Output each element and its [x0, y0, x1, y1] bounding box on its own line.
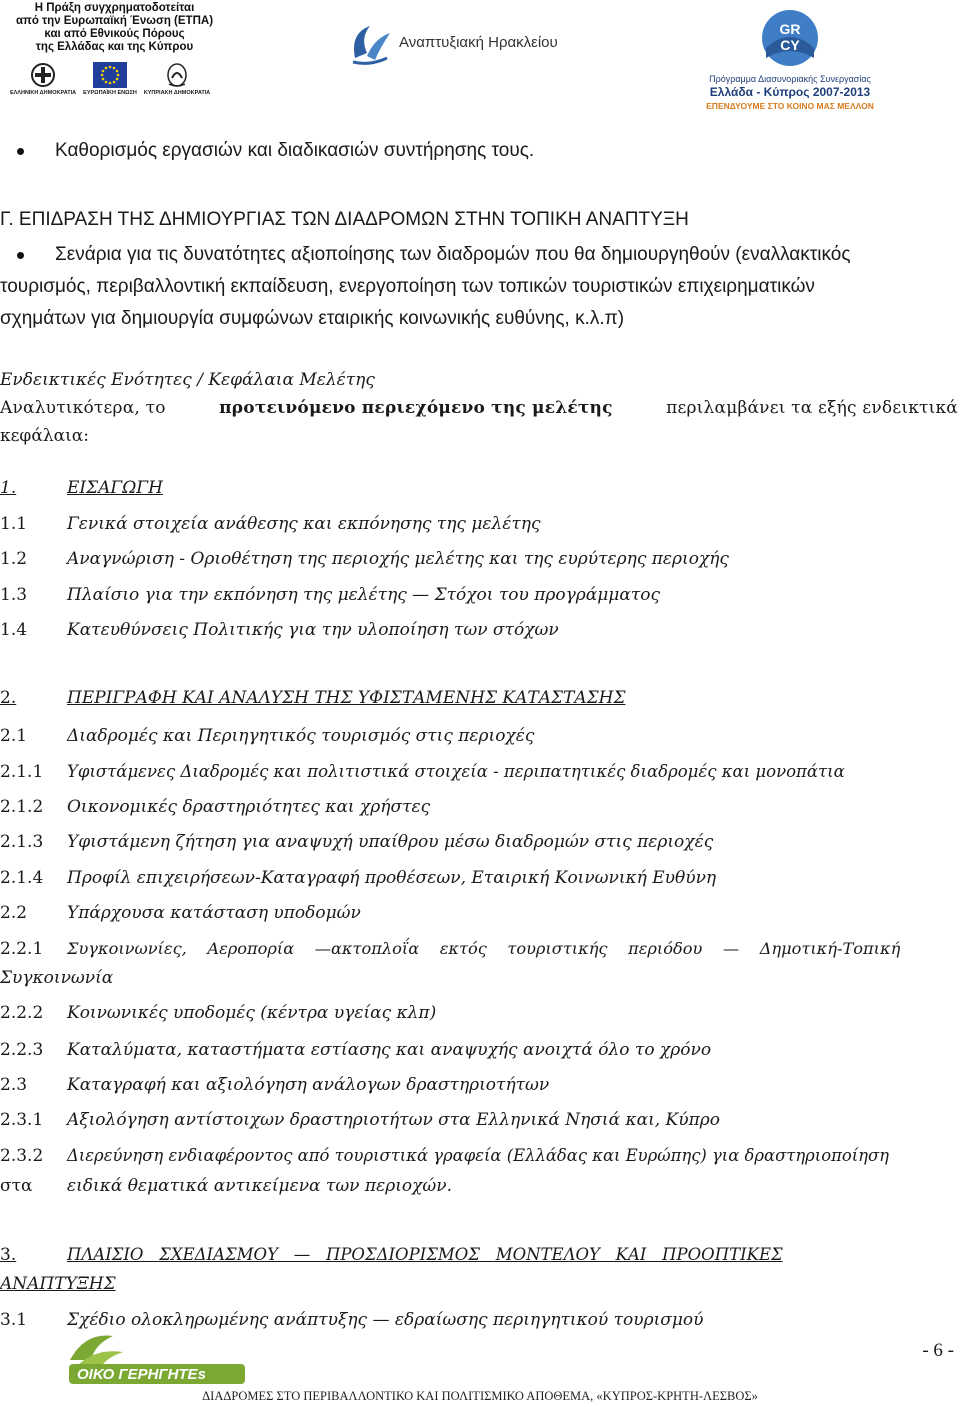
- toc-item-number: 1.4: [0, 620, 28, 640]
- brand-logo: [345, 18, 560, 68]
- toc-item-text: Κατευθύνσεις Πολιτικής για την υλοποίηση των στόχων: [67, 620, 559, 640]
- indicative-intro-bold: προτεινόμενο περιεχόμενο της μελέτης: [219, 398, 613, 418]
- toc-item-number: 2.2.1: [0, 939, 44, 959]
- program-motto: ΕΠΕΝΔΥΟΥΜΕ ΣΤΟ ΚΟΙΝΟ ΜΑΣ ΜΕΛΛΟΝ: [706, 101, 874, 111]
- flags-row: [9, 62, 211, 96]
- program-logo: [700, 8, 880, 112]
- toc-item-number: 2.2.2: [0, 1003, 44, 1023]
- toc-item-text: Συγκοινωνίες, Αεροπορία —ακτοπλοΐα εκτός τουριστικής περιόδου — Δημοτική-Τοπική: [67, 939, 901, 958]
- bullet-dot: [17, 148, 24, 155]
- svg-text:GR: GR: [779, 21, 801, 37]
- toc-item-text: Καταγραφή και αξιολόγηση ανάλογων δραστηριοτήτων: [67, 1075, 550, 1095]
- page-header: [0, 0, 960, 118]
- flag-caption: ΕΥΡΩΠΑΪΚΗ ΕΝΩΣΗ: [83, 90, 137, 96]
- toc-item-text: Γενικά στοιχεία ανάθεσης και εκπόνησης της μελέτης: [67, 514, 541, 534]
- flag-caption: ΕΛΛΗΝΙΚΗ ΔΗΜΟΚΡΑΤΙΑ: [9, 90, 77, 96]
- eu-flag: [79, 62, 141, 96]
- toc-item-number: 2.1.2: [0, 797, 44, 817]
- toc-section-title: ΠΕΡΙΓΡΑΦΗ ΚΑΙ ΑΝΑΛΥΣΗ ΤΗΣ ΥΦΙΣΤΑΜΕΝΗΣ ΚΑΤΑΣΤΑΣΗΣ: [67, 688, 626, 708]
- oikogerigites-logo-icon: [65, 1330, 250, 1386]
- toc-item-number: 2.1.3: [0, 832, 44, 852]
- toc-item-text: Υφιστάμενες Διαδρομές και πολιτιστικά στοιχεία - περιπατητικές διαδρομές και μονοπάτια: [67, 762, 845, 781]
- toc-item-number: 2.3: [0, 1075, 28, 1095]
- greek-emblem-icon: [26, 62, 60, 88]
- toc-item-number: 2.3.2: [0, 1146, 44, 1166]
- toc-item-text: Πλαίσιο για την εκπόνηση της μελέτης — Στόχοι του προγράμματος: [67, 585, 660, 605]
- indicative-intro-pre: Αναλυτικότερα, το: [0, 398, 166, 418]
- page-number: - 6 -: [922, 1340, 954, 1361]
- funding-line: και από Εθνικούς Πόρους: [44, 28, 185, 40]
- toc-item-text-pre: στα: [0, 1176, 33, 1196]
- indicative-intro: [0, 398, 958, 418]
- bullet-dot: [17, 252, 24, 259]
- intro-bullet-text: Καθορισμός εργασιών και διαδικασιών συντήρησης τους.: [55, 140, 535, 161]
- section-g-heading: Γ. ΕΠΙΔΡΑΣΗ ΤΗΣ ΔΗΜΙΟΥΡΓΙΑΣ ΤΩΝ ΔΙΑΔΡΟΜΩΝ ΣΤΗΝ ΤΟΠΙΚΗ ΑΝΑΠΤΥΞΗ: [0, 209, 689, 230]
- brand-swirl-icon: [345, 18, 395, 68]
- indicative-intro-post: περιλαμβάνει τα εξής ενδεικτικά: [666, 398, 958, 418]
- toc-item-text: Προφίλ επιχειρήσεων-Καταγραφή προθέσεων, Εταιρική Κοινωνική Ευθύνη: [67, 868, 717, 888]
- eu-flag-icon: [93, 62, 127, 88]
- flag-caption: ΚΥΠΡΙΑΚΗ ΔΗΜΟΚΡΑΤΙΑ: [143, 90, 211, 96]
- toc-item-text: Κοινωνικές υποδομές (κέντρα υγείας κλπ): [67, 1003, 437, 1023]
- toc-item-number: 2.1.4: [0, 868, 44, 888]
- indicative-intro-line2: κεφάλαια:: [0, 426, 89, 446]
- section-g-bullet-line: Σενάρια για τις δυνατότητες αξιοποίησης των διαδρομών που θα δημιουργηθούν (εναλλακτικός: [55, 244, 851, 265]
- toc-item-number: 3.1: [0, 1310, 28, 1330]
- toc-item-number: 2.3.1: [0, 1110, 44, 1130]
- greek-emblem: [9, 62, 77, 96]
- toc-item-text: Διαδρομές και Περιηγητικός τουρισμός στις περιοχές: [67, 726, 535, 746]
- cyprus-emblem: [143, 62, 211, 96]
- cyprus-emblem-icon: [160, 62, 194, 88]
- footer-title: ΔΙΑΔΡΟΜΕΣ ΣΤΟ ΠΕΡΙΒΑΛΛΟΝΤΙΚΟ ΚΑΙ ΠΟΛΙΤΙΣΜΙΚΟ ΑΠΟΘΕΜΑ, «ΚΥΠΡΟΣ-ΚΡΗΤΗ-ΛΕΣΒΟΣ»: [202, 1389, 758, 1403]
- toc-item-number: 2.2.3: [0, 1040, 44, 1060]
- brand-name: Αναπτυξιακή Ηρακλείου: [399, 34, 558, 51]
- toc-section-title: ΕΙΣΑΓΩΓΗ: [67, 478, 163, 498]
- toc-item-text: Διερεύνηση ενδιαφέροντος από τουριστικά γραφεία (Ελλάδας και Ευρώπης) για δραστηριοποίηση: [67, 1146, 889, 1165]
- section-g-bullet-line: τουρισμός, περιβαλλοντική εκπαίδευση, ενεργοποίηση των τοπικών τουριστικών επιχειρηματικών: [0, 276, 815, 297]
- toc-item-number: 2.2: [0, 903, 28, 923]
- toc-item-text-cont: Συγκοινωνία: [0, 968, 114, 988]
- toc-item-text-cont: ειδικά θεματικά αντικείμενα των περιοχών.: [67, 1176, 453, 1196]
- toc-item-text: Υφιστάμενη ζήτηση για αναψυχή υπαίθρου μέσω διαδρομών στις περιοχές: [67, 832, 714, 852]
- funding-line: από την Ευρωπαϊκή Ένωση (ΕΤΠΑ): [15, 15, 214, 27]
- toc-item-text: Οικονομικές δραστηριότητες και χρήστες: [67, 797, 431, 817]
- toc-item-text: Αναγνώριση - Οριοθέτηση της περιοχής μελέτης και της ευρύτερης περιοχής: [67, 549, 729, 569]
- program-line: Πρόγραμμα Διασυνοριακής Συνεργασίας: [709, 74, 871, 84]
- toc-item-text: Υπάρχουσα κατάσταση υποδομών: [67, 903, 361, 923]
- section-g-bullet-line: σχημάτων για δημιουργία συμφώνων εταιρικής κοινωνικής ευθύνης, κ.λ.π): [0, 308, 625, 329]
- toc-section-title-cont: ΑΝΑΠΤΥΞΗΣ: [0, 1274, 116, 1294]
- toc-section-number: 1.: [0, 478, 17, 498]
- toc-item-number: 2.1: [0, 726, 28, 746]
- toc-section-number: 2.: [0, 688, 17, 708]
- program-title: Ελλάδα - Κύπρος 2007-2013: [709, 85, 871, 99]
- toc-item-text: Σχέδιο ολοκληρωμένης ανάπτυξης — εδραίωσης περιηγητικού τουρισμού: [67, 1310, 704, 1330]
- funding-line: Η Πράξη συγχρηματοδοτείται: [34, 2, 195, 14]
- svg-text:CY: CY: [780, 37, 800, 53]
- toc-item-number: 2.1.1: [0, 762, 44, 782]
- toc-item-number: 1.3: [0, 585, 28, 605]
- toc-section-number: 3.: [0, 1245, 17, 1265]
- gr-cy-logo-icon: [760, 8, 820, 70]
- toc-section-title: ΠΛΑΙΣΙΟ ΣΧΕΔΙΑΣΜΟΥ — ΠΡΟΣΔΙΟΡΙΣΜΟΣ ΜΟΝΤΕΛΟΥ ΚΑΙ ΠΡΟΟΠΤΙΚΕΣ: [67, 1245, 783, 1264]
- svg-text:ΟΙΚΟ ΓΕΡΗΓΗΤΕs: ΟΙΚΟ ΓΕΡΗΓΗΤΕs: [77, 1366, 206, 1383]
- indicative-title: Ενδεικτικές Ενότητες / Κεφάλαια Μελέτης: [0, 370, 375, 390]
- toc-item-number: 1.2: [0, 549, 28, 569]
- funding-block: [9, 2, 217, 96]
- funding-line: της Ελλάδας και της Κύπρου: [35, 41, 194, 53]
- toc-item-text: Καταλύματα, καταστήματα εστίασης και αναψυχής ανοιχτά όλο το χρόνο: [67, 1040, 712, 1060]
- toc-item-text: Αξιολόγηση αντίστοιχων δραστηριοτήτων στα Ελληνικά Νησιά και, Κύπρο: [67, 1110, 720, 1130]
- toc-item-number: 1.1: [0, 514, 28, 534]
